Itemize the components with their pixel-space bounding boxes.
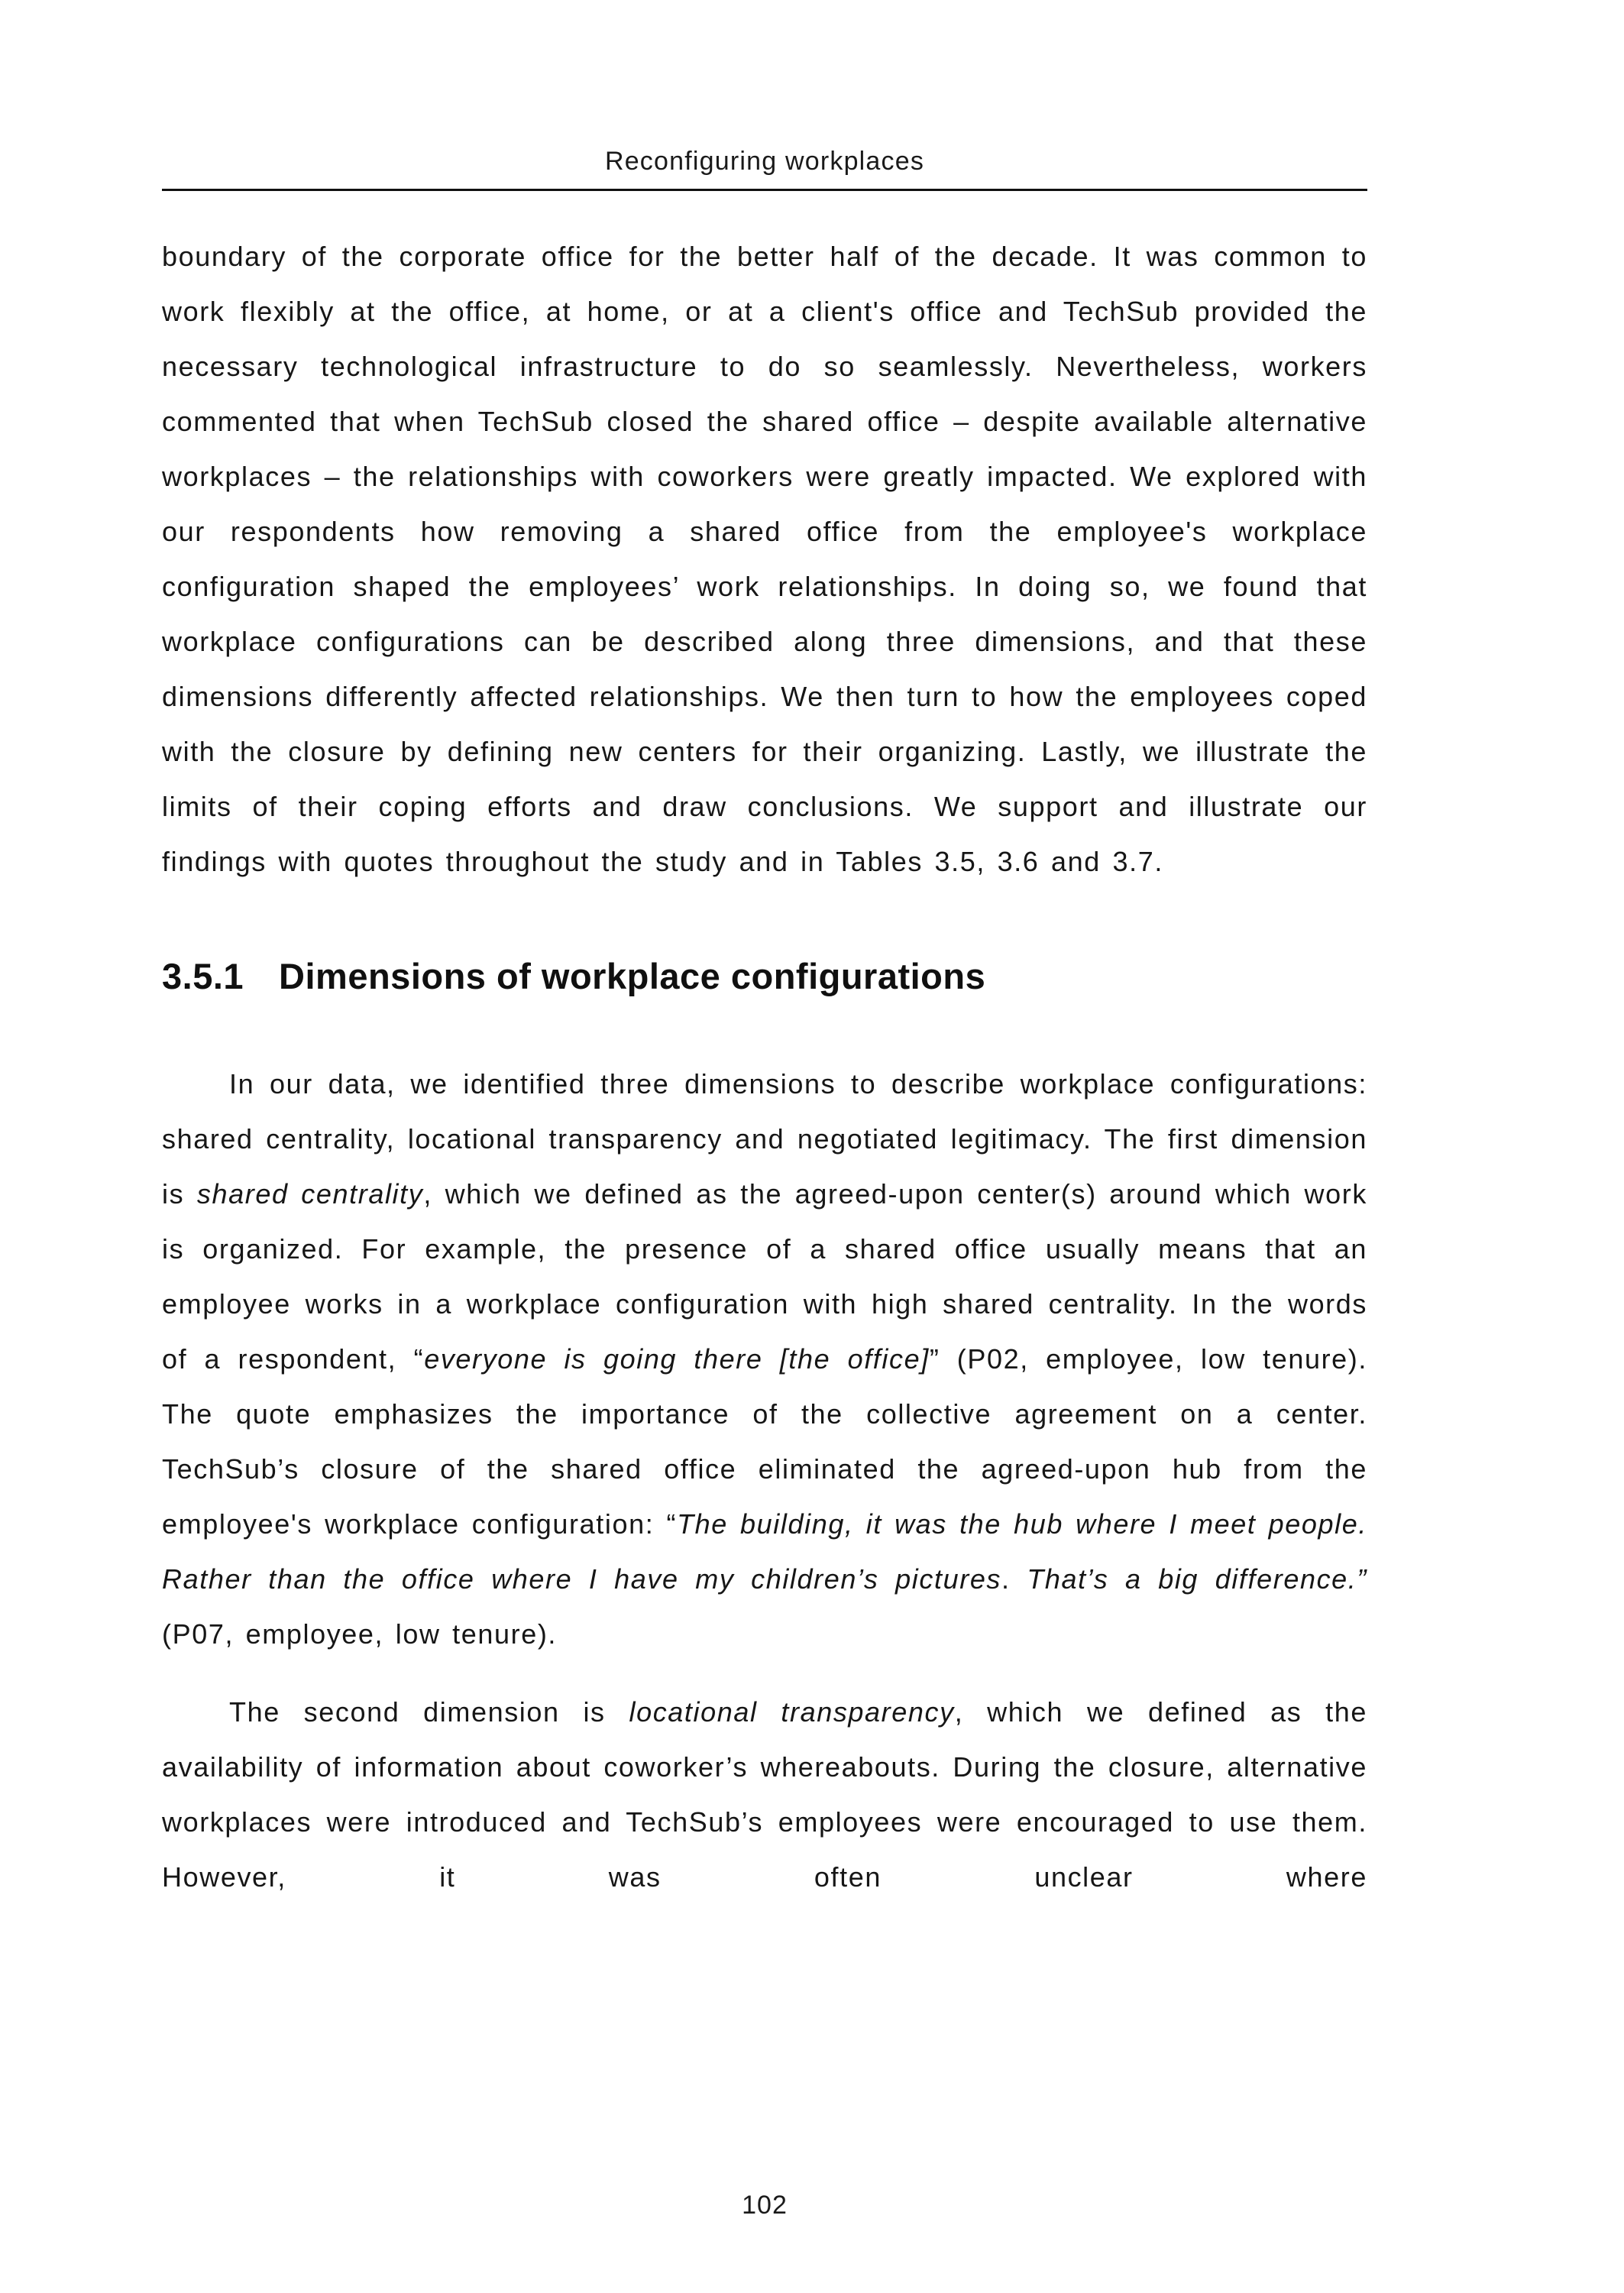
paragraph-continuation <box>162 229 1367 889</box>
running-header-title: Reconfiguring workplaces <box>604 147 925 176</box>
text-segment: boundary of the corporate office for the better half of the decade. It was common to work flexibly at the office, at home, or at a client's office and TechSub provided the necessary technological infrastructure to do so seamlessly. Nevertheless, workers commented that when TechSub closed the shared office – despite available alternative workplaces – the relationships with coworkers were greatly impacted. We explored with our respondents how removing a shared office from the employee's workplace configuration shaped the employees’ work relationships. In doing so, we found that workplace configurations can be described along three dimensions, and that these dimensions differently affected relationships. We then turn to how the employees coped with the closure by defining new centers for their organizing. Lastly, we illustrate the limits of their coping efforts and draw conclusions. We support and illustrate our findings with quotes throughout the study and in Tables 3.5, 3.6 and 3.7. <box>162 241 1367 877</box>
header-rule <box>162 189 1367 191</box>
section-number: 3.5.1 <box>162 956 244 996</box>
text-segment: shared centrality <box>196 1178 424 1210</box>
text-segment: ” (P02, employee, low tenure). The quote emphasizes the importance of the collective agreement on a center. TechSub’s closure of the shared office eliminated the agreed-upon hub from the employee's workplace configuration: “ <box>162 1343 1367 1540</box>
text-segment: In our data, we identified three dimensions to describe workplace configurations: shared centrality, locational transparency and negotiated legitimacy. The first dimension is <box>162 1068 1367 1210</box>
page-body <box>162 229 1367 1905</box>
page-number: 102 <box>742 2191 788 2220</box>
text-segment: . <box>1001 1563 1027 1595</box>
section-heading <box>162 955 1367 997</box>
text-segment: , which we defined as the agreed-upon center(s) around which work is organized. For example, the presence of a shared office usually means that an employee works in a workplace configuration with high shared centrality. In the words of a respondent, “ <box>162 1178 1367 1375</box>
text-segment: everyone is going there [the office] <box>424 1343 930 1375</box>
section-title: Dimensions of workplace configurations <box>279 956 986 996</box>
page-footer <box>162 2191 1367 2220</box>
text-segment: The second dimension is <box>229 1696 629 1728</box>
text-segment: (P07, employee, low tenure). <box>162 1618 558 1650</box>
running-header <box>162 0 1367 177</box>
page-content <box>162 0 1367 1905</box>
text-segment: locational transparency <box>629 1696 955 1728</box>
paragraph-shared-centrality <box>162 1057 1367 1662</box>
paragraph-locational-transparency <box>162 1685 1367 1905</box>
text-segment: The building, it was the hub where I meet people. Rather than the office where I have my children’s pictures <box>162 1508 1367 1595</box>
text-segment: That’s a big difference.” <box>1027 1563 1367 1595</box>
text-segment: , which we defined as the availability of information about coworker’s whereabouts. During the closure, alternative workplaces were introduced and TechSub’s employees were encouraged to use them. However, it was often unclear where <box>162 1696 1368 1893</box>
